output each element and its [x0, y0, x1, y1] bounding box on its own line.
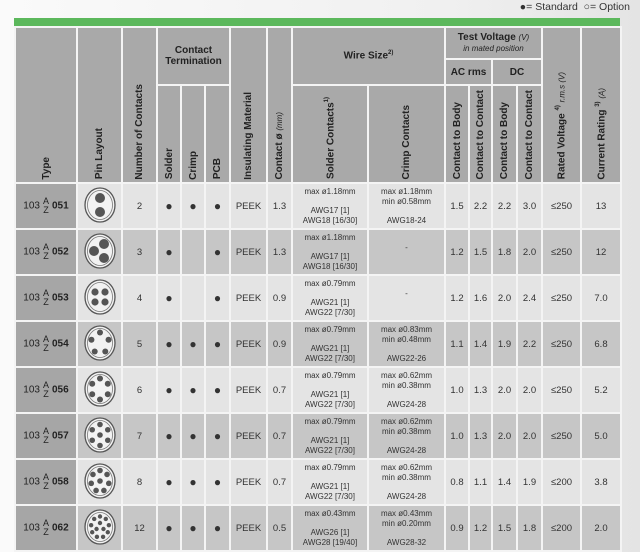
col-crimp-contacts: Crimp Contacts	[368, 85, 445, 183]
pin-dot	[105, 480, 111, 486]
pin-dot	[101, 488, 107, 494]
pcb-mark: ●	[205, 321, 230, 367]
current-rating: 2.0	[581, 505, 621, 551]
pin-layout-cell	[77, 367, 122, 413]
pin-dot	[91, 348, 97, 354]
pin-dot	[104, 427, 110, 433]
pin-dot	[97, 375, 103, 381]
contact-dia: 0.9	[267, 275, 292, 321]
pin-dot	[97, 478, 103, 484]
solder-contacts-wire: max ø1.18mm AWG17 [1] AWG18 [16/30]	[292, 229, 368, 275]
dc-contact-to-contact: 2.0	[517, 413, 542, 459]
header-accent-bar	[14, 18, 620, 26]
dc-contact-to-body: 1.4	[492, 459, 517, 505]
pin-dot	[89, 437, 95, 443]
dc-contact-to-contact: 3.0	[517, 183, 542, 229]
type-cell: 103 A Z 052	[15, 229, 77, 275]
pin-dot	[89, 427, 95, 433]
solder-contacts-wire: max ø0.43mm AWG26 [1] AWG28 [19/40]	[292, 505, 368, 551]
contact-dia: 1.3	[267, 183, 292, 229]
pin-dot	[95, 207, 105, 217]
pin-dot	[90, 472, 96, 478]
rated-voltage: ≤200	[542, 505, 581, 551]
num-contacts: 4	[122, 275, 157, 321]
col-type: Type	[15, 27, 77, 183]
dc-contact-to-body: 1.9	[492, 321, 517, 367]
dc-contact-to-contact: 2.4	[517, 275, 542, 321]
ac-contact-to-body: 1.2	[445, 275, 469, 321]
type-cell: 103 A Z 053	[15, 275, 77, 321]
solder-contacts-wire: max ø0.79mm AWG21 [1] AWG22 [7/30]	[292, 275, 368, 321]
pin-dot	[88, 523, 92, 527]
contact-dia: 0.7	[267, 367, 292, 413]
pin-dot	[94, 535, 98, 539]
standard-label: = Standard	[526, 1, 578, 13]
pin-layout-cell	[77, 459, 122, 505]
type-cell: 103 A Z 062	[15, 505, 77, 551]
pin-layout-cell	[77, 229, 122, 275]
solder-mark: ●	[157, 183, 181, 229]
ac-contact-to-body: 1.5	[445, 183, 469, 229]
table-row	[15, 229, 621, 275]
pin-dot	[105, 337, 111, 343]
connector-spec-table	[14, 26, 622, 552]
pin-dot	[104, 391, 110, 397]
rated-voltage: ≤250	[542, 413, 581, 459]
current-rating: 7.0	[581, 275, 621, 321]
pin-layout-icon	[82, 231, 118, 271]
current-rating: 6.8	[581, 321, 621, 367]
solder-mark: ●	[157, 413, 181, 459]
crimp-mark: ●	[181, 413, 205, 459]
crimp-mark	[181, 275, 205, 321]
col-pin-layout: Pin Layout	[77, 27, 122, 183]
connector-outline	[85, 280, 115, 314]
type-cell: 103 A Z 054	[15, 321, 77, 367]
standard-symbol: ●	[519, 1, 527, 13]
ac-contact-to-contact: 2.2	[469, 183, 492, 229]
pcb-mark: ●	[205, 413, 230, 459]
crimp-contacts-wire: max ø0.62mm min ø0.38mm AWG24-28	[368, 459, 445, 505]
insulating-material: PEEK	[230, 459, 267, 505]
pin-dot	[97, 468, 103, 474]
table-row	[15, 367, 621, 413]
dc-contact-to-contact: 1.8	[517, 505, 542, 551]
pin-dot	[105, 530, 109, 534]
col-contact-dia: Contact ø (mm)	[267, 27, 292, 183]
contact-dia: 0.7	[267, 413, 292, 459]
ac-contact-to-contact: 1.5	[469, 229, 492, 275]
col-num-contacts: Number of Contacts	[122, 27, 157, 183]
ac-contact-to-body: 1.2	[445, 229, 469, 275]
pin-layout-cell	[77, 275, 122, 321]
dc-contact-to-body: 2.0	[492, 275, 517, 321]
legend	[520, 1, 630, 13]
pin-layout-icon	[82, 507, 118, 547]
rated-voltage: ≤250	[542, 367, 581, 413]
solder-mark: ●	[157, 367, 181, 413]
pcb-mark: ●	[205, 459, 230, 505]
crimp-mark: ●	[181, 459, 205, 505]
solder-mark: ●	[157, 321, 181, 367]
current-rating: 13	[581, 183, 621, 229]
table-row	[15, 459, 621, 505]
insulating-material: PEEK	[230, 275, 267, 321]
pin-dot	[97, 432, 103, 438]
ac-contact-to-contact: 1.4	[469, 321, 492, 367]
pcb-mark: ●	[205, 505, 230, 551]
option-label: = Option	[590, 1, 630, 13]
rated-voltage: ≤200	[542, 459, 581, 505]
group-wire-size: Wire Size$^{2)}$	[292, 27, 445, 85]
pin-dot	[104, 437, 110, 443]
num-contacts: 5	[122, 321, 157, 367]
group-test-voltage: Test Voltage (V) in mated position	[445, 27, 542, 59]
pin-dot	[100, 535, 104, 539]
pin-layout-icon	[82, 277, 118, 317]
pin-dot	[91, 298, 98, 305]
pin-layout-icon	[82, 369, 118, 409]
crimp-contacts-wire: max ø1.18mm min ø0.58mm AWG18-24	[368, 183, 445, 229]
col-rated-voltage: Rated Voltage $^{4)}$ r.m.s (V)	[542, 27, 581, 183]
insulating-material: PEEK	[230, 413, 267, 459]
pin-dot	[97, 514, 101, 518]
pcb-mark: ●	[205, 275, 230, 321]
pin-dot	[104, 381, 110, 387]
pin-layout-icon	[82, 461, 118, 501]
col-solder: Solder	[157, 85, 181, 183]
pcb-mark: ●	[205, 183, 230, 229]
rated-voltage: ≤250	[542, 229, 581, 275]
insulating-material: PEEK	[230, 229, 267, 275]
crimp-mark	[181, 229, 205, 275]
current-rating: 12	[581, 229, 621, 275]
solder-contacts-wire: max ø0.79mm AWG21 [1] AWG22 [7/30]	[292, 413, 368, 459]
dc-contact-to-body: 1.5	[492, 505, 517, 551]
crimp-contacts-wire: max ø0.62mm min ø0.38mm AWG24-28	[368, 413, 445, 459]
crimp-mark: ●	[181, 321, 205, 367]
current-rating: 3.8	[581, 459, 621, 505]
ac-contact-to-contact: 1.3	[469, 367, 492, 413]
table-row	[15, 275, 621, 321]
dc-contact-to-contact: 1.9	[517, 459, 542, 505]
table-row	[15, 183, 621, 229]
pin-dot	[101, 298, 108, 305]
pin-dot	[104, 472, 110, 478]
num-contacts: 8	[122, 459, 157, 505]
pcb-mark: ●	[205, 367, 230, 413]
crimp-contacts-wire: -	[368, 229, 445, 275]
crimp-mark: ●	[181, 183, 205, 229]
pin-dot	[97, 396, 103, 402]
option-symbol: ○	[583, 1, 590, 13]
insulating-material: PEEK	[230, 321, 267, 367]
dc-contact-to-body: 2.0	[492, 367, 517, 413]
pin-layout-cell	[77, 505, 122, 551]
pin-dot	[89, 391, 95, 397]
solder-contacts-wire: max ø0.79mm AWG21 [1] AWG22 [7/30]	[292, 367, 368, 413]
table-row	[15, 413, 621, 459]
ac-contact-to-body: 1.1	[445, 321, 469, 367]
pcb-mark: ●	[205, 229, 230, 275]
pin-dot	[92, 517, 96, 521]
table-row	[15, 321, 621, 367]
num-contacts: 2	[122, 183, 157, 229]
col-solder-contacts: Solder Contacts$^{1)}$	[292, 85, 368, 183]
type-cell: 103 A Z 051	[15, 183, 77, 229]
solder-mark: ●	[157, 229, 181, 275]
num-contacts: 6	[122, 367, 157, 413]
rated-voltage: ≤250	[542, 275, 581, 321]
current-rating: 5.2	[581, 367, 621, 413]
col-ac-contact-to-contact: Contact to Contact	[469, 85, 492, 183]
pin-dot	[88, 480, 94, 486]
pin-dot	[91, 288, 98, 295]
dc-contact-to-contact: 2.0	[517, 367, 542, 413]
pin-dot	[93, 488, 99, 494]
contact-dia: 0.9	[267, 321, 292, 367]
num-contacts: 12	[122, 505, 157, 551]
pin-layout-icon	[82, 415, 118, 455]
solder-contacts-wire: max ø1.18mm AWG17 [1] AWG18 [16/30]	[292, 183, 368, 229]
type-cell: 103 A Z 056	[15, 367, 77, 413]
ac-contact-to-contact: 1.6	[469, 275, 492, 321]
crimp-mark: ●	[181, 367, 205, 413]
pin-dot	[88, 337, 94, 343]
ac-contact-to-body: 0.9	[445, 505, 469, 551]
contact-dia: 0.5	[267, 505, 292, 551]
type-cell: 103 A Z 057	[15, 413, 77, 459]
solder-contacts-wire: max ø0.79mm AWG21 [1] AWG22 [7/30]	[292, 321, 368, 367]
crimp-contacts-wire: max ø0.83mm min ø0.48mm AWG22-26	[368, 321, 445, 367]
col-ac-contact-to-body: Contact to Body	[445, 85, 469, 183]
pin-layout-icon	[82, 323, 118, 363]
solder-mark: ●	[157, 275, 181, 321]
pin-dot	[97, 422, 103, 428]
type-cell: 103 A Z 058	[15, 459, 77, 505]
dc-contact-to-body: 1.8	[492, 229, 517, 275]
rated-voltage: ≤250	[542, 183, 581, 229]
pin-layout-cell	[77, 183, 122, 229]
pin-dot	[99, 253, 109, 263]
rated-voltage: ≤250	[542, 321, 581, 367]
pin-dot	[97, 521, 101, 525]
ac-contact-to-contact: 1.2	[469, 505, 492, 551]
group-dc: DC	[492, 59, 542, 85]
pin-dot	[99, 239, 109, 249]
ac-contact-to-contact: 1.1	[469, 459, 492, 505]
pin-dot	[106, 523, 110, 527]
pin-dot	[102, 348, 108, 354]
contact-dia: 1.3	[267, 229, 292, 275]
insulating-material: PEEK	[230, 367, 267, 413]
crimp-contacts-wire: max ø0.62mm min ø0.38mm AWG24-28	[368, 367, 445, 413]
crimp-mark: ●	[181, 505, 205, 551]
solder-contacts-wire: max ø0.79mm AWG21 [1] AWG22 [7/30]	[292, 459, 368, 505]
pin-dot	[101, 288, 108, 295]
pin-dot	[97, 329, 103, 335]
crimp-contacts-wire: -	[368, 275, 445, 321]
ac-contact-to-body: 1.0	[445, 413, 469, 459]
solder-mark: ●	[157, 505, 181, 551]
solder-mark: ●	[157, 459, 181, 505]
dc-contact-to-contact: 2.2	[517, 321, 542, 367]
contact-dia: 0.7	[267, 459, 292, 505]
col-dc-contact-to-body: Contact to Body	[492, 85, 517, 183]
col-crimp: Crimp	[181, 85, 205, 183]
dc-contact-to-body: 2.2	[492, 183, 517, 229]
pin-dot	[103, 517, 107, 521]
col-pcb: PCB	[205, 85, 230, 183]
num-contacts: 7	[122, 413, 157, 459]
ac-contact-to-body: 1.0	[445, 367, 469, 413]
pin-layout-icon	[82, 185, 118, 225]
current-rating: 5.0	[581, 413, 621, 459]
pin-dot	[89, 246, 99, 256]
ac-contact-to-contact: 1.3	[469, 413, 492, 459]
crimp-contacts-wire: max ø0.43mm min ø0.20mm AWG28-32	[368, 505, 445, 551]
table-row	[15, 505, 621, 551]
pin-dot	[89, 381, 95, 387]
insulating-material: PEEK	[230, 505, 267, 551]
col-current-rating: Current Rating $^{3)}$ (A)	[581, 27, 621, 183]
pin-layout-cell	[77, 413, 122, 459]
pin-dot	[97, 443, 103, 449]
pin-layout-cell	[77, 321, 122, 367]
col-insulating-material: Insulating Material	[230, 27, 267, 183]
pin-dot	[90, 530, 94, 534]
ac-contact-to-body: 0.8	[445, 459, 469, 505]
num-contacts: 3	[122, 229, 157, 275]
insulating-material: PEEK	[230, 183, 267, 229]
group-contact-termination: Contact Termination	[157, 27, 230, 85]
col-dc-contact-to-contact: Contact to Contact	[517, 85, 542, 183]
dc-contact-to-body: 2.0	[492, 413, 517, 459]
pin-dot	[95, 193, 105, 203]
dc-contact-to-contact: 2.0	[517, 229, 542, 275]
group-ac-rms: AC rms	[445, 59, 492, 85]
